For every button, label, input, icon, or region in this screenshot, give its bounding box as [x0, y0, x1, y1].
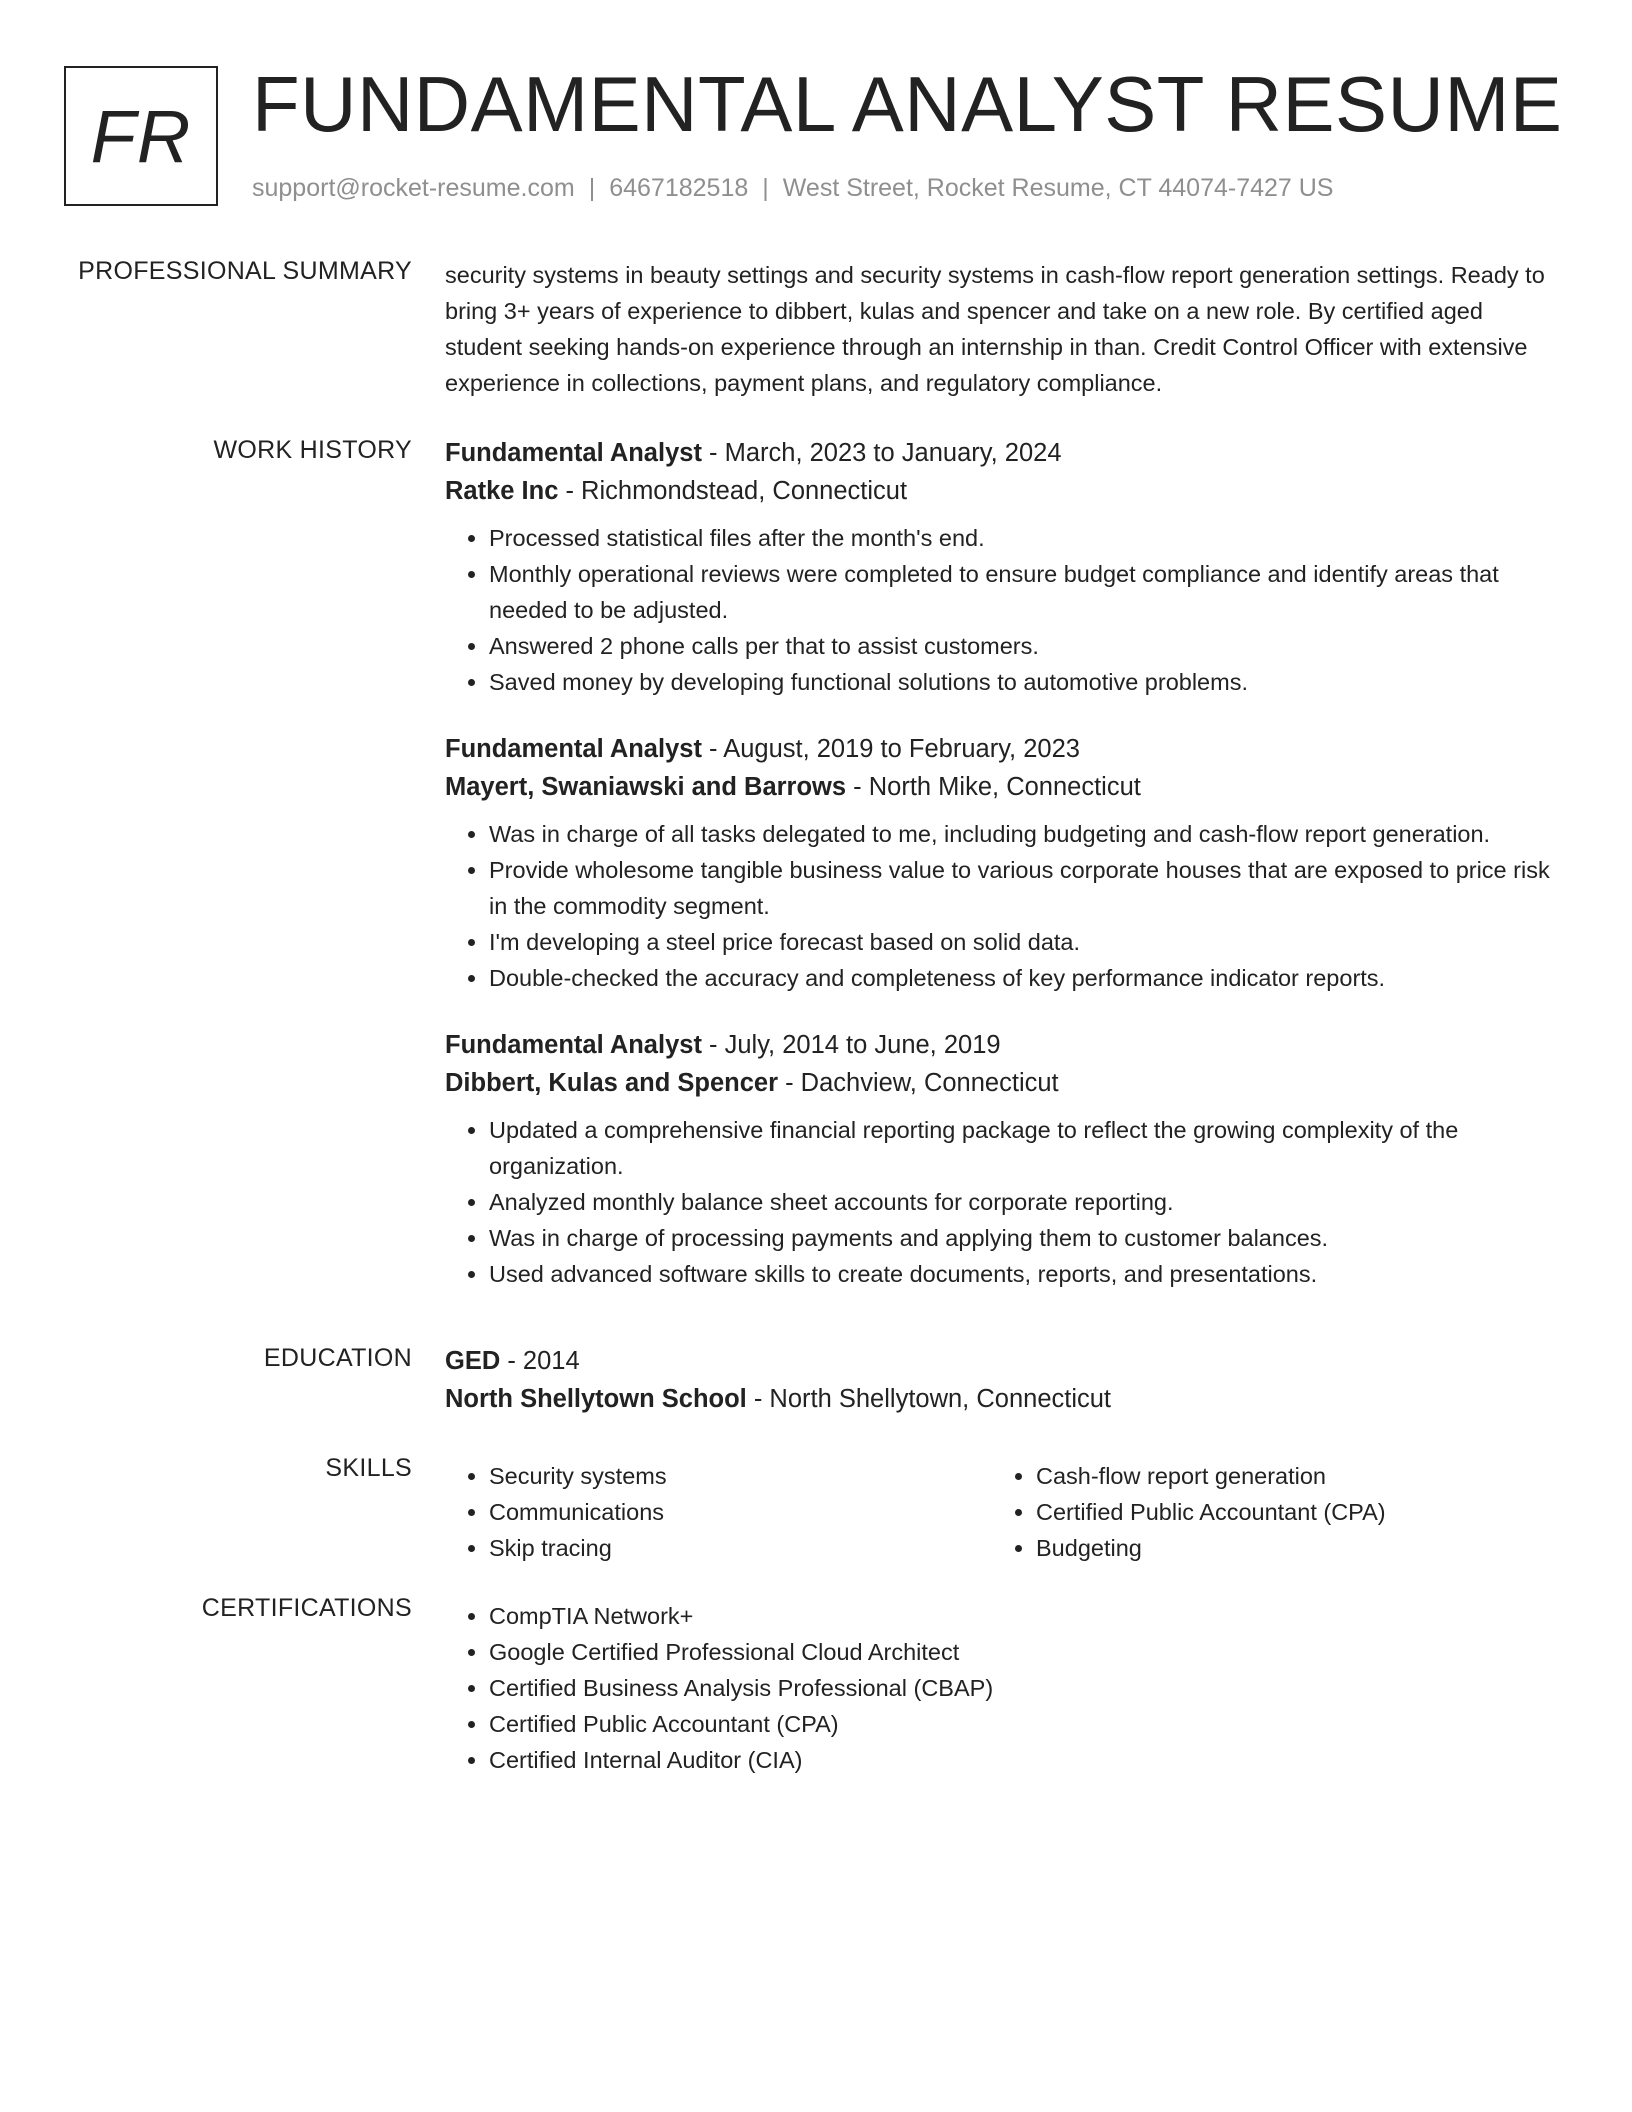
degree-year: - 2014 [500, 1347, 580, 1375]
list-item: • Provide wholesome tangible business value to various corporate houses that are exposed to price risk in the commodity segment. [489, 852, 1560, 924]
job-title-line [445, 1026, 1560, 1064]
school-location: - North Shellytown, Connecticut [746, 1385, 1112, 1413]
contact-separator: | [762, 174, 769, 202]
list-item: • Saved money by developing functional solutions to automotive problems. [489, 664, 1560, 700]
contact-phone[interactable]: 6467182518 [609, 174, 749, 202]
skills-grid [445, 1458, 1560, 1566]
company-name: Ratke Inc [445, 477, 559, 505]
job-entry [445, 1026, 1560, 1292]
list-item: • Certified Internal Auditor (CIA) [489, 1742, 1560, 1778]
section-label-skills: SKILLS [325, 1454, 412, 1482]
job-title: Fundamental Analyst [445, 439, 702, 467]
company-location: - North Mike, Connecticut [846, 773, 1141, 801]
contact-line [252, 174, 1334, 203]
job-title: Fundamental Analyst [445, 1031, 702, 1059]
list-item: • Analyzed monthly balance sheet accounts for corporate reporting. [489, 1184, 1560, 1220]
company-location: - Dachview, Connecticut [778, 1069, 1059, 1097]
list-item: • Was in charge of all tasks delegated to me, including budgeting and cash-flow report generation. [489, 816, 1560, 852]
list-item: • Certified Public Accountant (CPA) [1036, 1494, 1539, 1530]
list-item: • Monthly operational reviews were completed to ensure budget compliance and identify areas that needed to be adjusted. [489, 556, 1560, 628]
school-line [445, 1380, 1560, 1418]
company-line [445, 768, 1560, 806]
job-title: Fundamental Analyst [445, 735, 702, 763]
list-item: • Security systems [489, 1458, 992, 1494]
job-entry [445, 730, 1560, 996]
list-item: • Used advanced software skills to create documents, reports, and presentations. [489, 1256, 1560, 1292]
list-item: • I'm developing a steel price forecast based on solid data. [489, 924, 1560, 960]
list-item: • Budgeting [1036, 1530, 1539, 1566]
section-label-certifications: CERTIFICATIONS [201, 1594, 412, 1622]
contact-email[interactable]: support@rocket-resume.com [252, 174, 575, 202]
contact-separator: | [588, 174, 596, 202]
job-bullets [445, 816, 1560, 996]
job-dates: - March, 2023 to January, 2024 [701, 439, 1062, 467]
school-name: North Shellytown School [445, 1385, 747, 1413]
job-dates: - July, 2014 to June, 2019 [701, 1031, 1001, 1059]
resume-title: FUNDAMENTAL ANALYST RESUME [252, 60, 1563, 148]
list-item: • Was in charge of processing payments and applying them to customer balances. [489, 1220, 1560, 1256]
job-title-line [445, 730, 1560, 768]
list-item: • Google Certified Professional Cloud Architect [489, 1634, 1560, 1670]
list-item: • Answered 2 phone calls per that to assist customers. [489, 628, 1560, 664]
job-entry [445, 434, 1560, 700]
list-item: • Communications [489, 1494, 992, 1530]
monogram-badge: FR [64, 66, 218, 206]
skills-list-right [992, 1458, 1539, 1566]
list-item: • Skip tracing [489, 1530, 992, 1566]
resume-header [64, 60, 1564, 210]
list-item: • Double-checked the accuracy and completeness of key performance indicator reports. [489, 960, 1560, 996]
job-dates: - August, 2019 to February, 2023 [701, 735, 1080, 763]
company-location: - Richmondstead, Connecticut [558, 477, 908, 505]
degree-name: GED [445, 1347, 501, 1375]
degree-line [445, 1342, 1560, 1380]
list-item: • Processed statistical files after the month's end. [489, 520, 1560, 556]
contact-address: West Street, Rocket Resume, CT 44074-7427 US [782, 174, 1334, 202]
list-item: • Certified Business Analysis Professional (CBAP) [489, 1670, 1560, 1706]
section-label-education: EDUCATION [263, 1344, 412, 1372]
company-line [445, 1064, 1560, 1102]
section-label-summary: PROFESSIONAL SUMMARY [78, 257, 412, 285]
skills-list-left [445, 1458, 992, 1566]
company-name: Dibbert, Kulas and Spencer [445, 1069, 778, 1097]
job-title-line [445, 434, 1560, 472]
company-line [445, 472, 1560, 510]
job-bullets [445, 1112, 1560, 1292]
list-item: • Updated a comprehensive financial reporting package to reflect the growing complexity of the organization. [489, 1112, 1560, 1184]
list-item: • Certified Public Accountant (CPA) [489, 1706, 1560, 1742]
list-item: • Cash-flow report generation [1036, 1458, 1539, 1494]
section-label-work-history: WORK HISTORY [213, 436, 412, 464]
job-bullets [445, 520, 1560, 700]
company-name: Mayert, Swaniawski and Barrows [445, 773, 847, 801]
list-item: • CompTIA Network+ [489, 1598, 1560, 1634]
certifications-list [445, 1598, 1560, 1778]
summary-text: security systems in beauty settings and security systems in cash-flow report generation settings. Ready to bring 3+ years of experience to dibbert, kulas and spencer and take on a new role. By certified aged student seeking hands-on experience through an internship in than. Credit Control Officer with extensive experience in collections, payment plans, and regulatory compliance. [445, 262, 1545, 396]
